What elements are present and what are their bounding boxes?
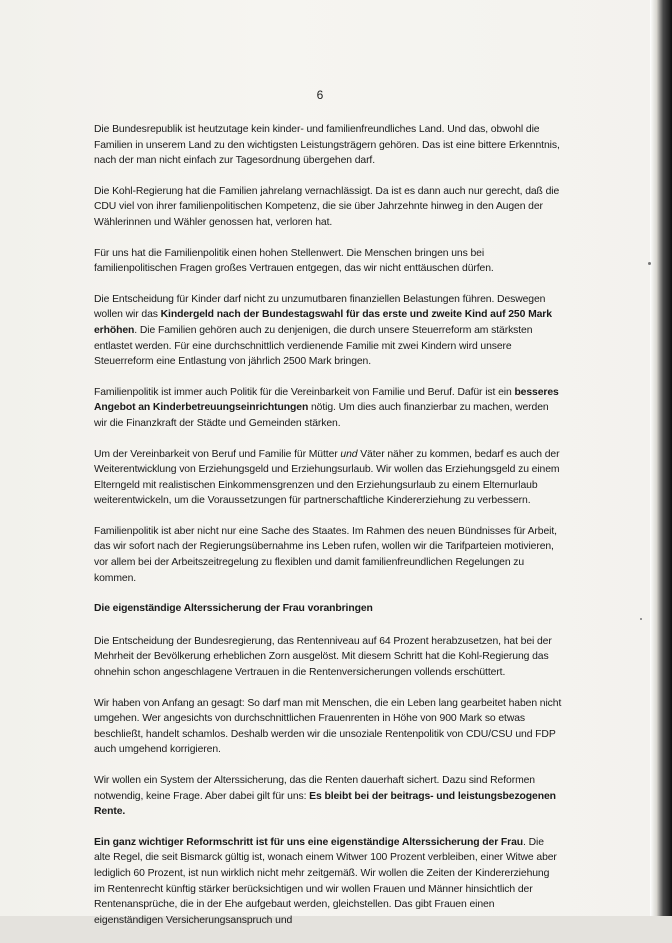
paragraph	[94, 835, 562, 929]
paragraph	[94, 634, 562, 681]
page-number: 6	[316, 88, 324, 102]
paragraph-text: . Die alte Regel, die seit Bismarck gültig ist, wonach einem Witwer 100 Prozent verbleiben, einer Witwe aber lediglich 60 Prozent, ist nun wirklich nicht mehr zeitgemäß. Wir wollen die Zeiten der Kindererziehung im Rentenrecht künftig stärker berücksichtigen und wir wollen Frauen und Männer hinsichtlich der Rentenansprüche, die in der Ehe aufgebaut werden, gleichstellen. Das gibt Frauen einen eigenständigen Versicherungsanspruch und	[94, 836, 557, 926]
paragraph	[94, 246, 562, 277]
section-familienpolitik	[94, 122, 562, 586]
scan-edge-shadow	[650, 0, 672, 916]
bold-emphasis: Ein ganz wichtiger Reformschritt ist für uns eine eigenständige Alterssicherung der Frau	[94, 836, 524, 848]
paragraph	[94, 447, 562, 509]
paragraph	[94, 524, 562, 586]
paragraph-text: Die Entscheidung für Kinder darf nicht zu unzumutbaren finanziellen Belastungen führen. Deswegen wollen wir das	[94, 293, 546, 321]
document-body	[94, 122, 562, 943]
paragraph	[94, 696, 562, 758]
paragraph-text: Die Kohl-Regierung hat die Familien jahrelang vernachlässigt. Da ist es dann auch nur gerecht, daß die CDU viel von ihrer familienpolitischen Kompetenz, die sie über Jahrzehnte hinweg in den Augen der Wählerinnen und Wähler genossen hat, verloren hat.	[94, 185, 560, 228]
section-alterssicherung	[94, 634, 562, 929]
paragraph-text: . Die Familien gehören auch zu denjenigen, die durch unsere Steuerreform am stärksten entlastet werden. Für eine durchschnittlich verdienende Familie mit zwei Kindern wird unsere Steuerreform eine Entlastung von jährlich 2500 Mark bringen.	[94, 324, 533, 368]
italic-emphasis: und	[340, 448, 358, 460]
paragraph-text: Wir wollen ein System der Alterssicherung, das die Renten dauerhaft sichert. Dazu sind Reformen notwendig, keine Frage. Aber dabei gilt für uns:	[94, 775, 535, 802]
bold-emphasis: besseres Angebot an Kinderbetreuungseinrichtungen	[94, 386, 559, 414]
paragraph	[94, 773, 562, 820]
scan-speck	[640, 618, 642, 620]
section-heading: Die eigenständige Alterssicherung der Frau voranbringen	[94, 603, 373, 615]
paragraph-text: Für uns hat die Familienpolitik einen hohen Stellenwert. Die Menschen bringen uns bei familienpolitischen Fragen großes Vertrauen entgegen, das wir nicht enttäuschen dürfen.	[94, 247, 494, 275]
paragraph-text: Die Bundesrepublik ist heutzutage kein kinder- und familienfreundliches Land. Und das, obwohl die Familien in unserem Land zu den wichtigsten Leistungsträgern gehören. Das ist eine bittere Erkenntnis, nach der man nicht einfach zur Tagesordnung übergehen darf.	[94, 124, 560, 167]
paragraph-text: Familienpolitik ist aber nicht nur eine Sache des Staates. Im Rahmen des neuen Bündnisses für Arbeit, das wir sofort nach der Regierungsübernahme ins Leben rufen, wollen wir die Tarifparteien motivieren, vor allem bei der Arbeitszeitregelung zu flexiblen und damit familienfreundlichen Regelungen zu kommen.	[94, 525, 557, 584]
paragraph-text: Väter näher zu kommen, bedarf es auch der Weiterentwicklung von Erziehungsgeld und Erziehungsurlaub. Wir wollen das Erziehungsgeld zu einem Elterngeld mit realistischen Einkommensgrenzen und den Erziehungsurlaub zu einem Elternurlaub weiterentwickeln, um die Voraussetzungen für partnerschaftliche Kindererziehung zu verbessern.	[94, 448, 560, 507]
paragraph	[94, 292, 562, 370]
paragraph-text: Um der Vereinbarkeit von Beruf und Familie für Mütter	[94, 448, 341, 460]
paragraph	[94, 122, 562, 169]
paragraph-text: Wir haben von Anfang an gesagt: So darf man mit Menschen, die ein Leben lang gearbeitet haben nicht umgehen. Wer angesichts von durchschnittlichen Frauenrenten in Höhe von 900 Mark so etwas beschließt, handelt schamlos. Deshalb werden wir die unsoziale Rentenpolitik von CDU/CSU und FDP auch umgehend korrigieren.	[94, 697, 562, 756]
paragraph	[94, 385, 562, 432]
paragraph	[94, 184, 562, 231]
scan-speck	[648, 262, 651, 265]
bold-emphasis: Kindergeld nach der Bundestagswahl für das erste und zweite Kind auf 250 Mark erhöhen	[94, 309, 552, 336]
paragraph-text: nötig. Um dies auch finanzierbar zu machen, werden wir die Finanzkraft der Städte und Gemeinden stärken.	[94, 402, 549, 429]
paragraph-text: Familienpolitik ist immer auch Politik für die Vereinbarkeit von Familie und Beruf. Dafür ist ein	[94, 386, 515, 398]
bold-emphasis: Es bleibt bei der beitrags- und leistungsbezogenen Rente.	[94, 790, 556, 818]
paragraph-text: Die Entscheidung der Bundesregierung, das Rentenniveau auf 64 Prozent herabzusetzen, hat bei der Mehrheit der Bevölkerung erheblichen Zorn ausgelöst. Mit diesem Schritt hat die Kohl-Regierung das ohnehin schon angeschlagene Vertrauen in die Rentenversicherungen vollends erschüttert.	[94, 635, 552, 679]
